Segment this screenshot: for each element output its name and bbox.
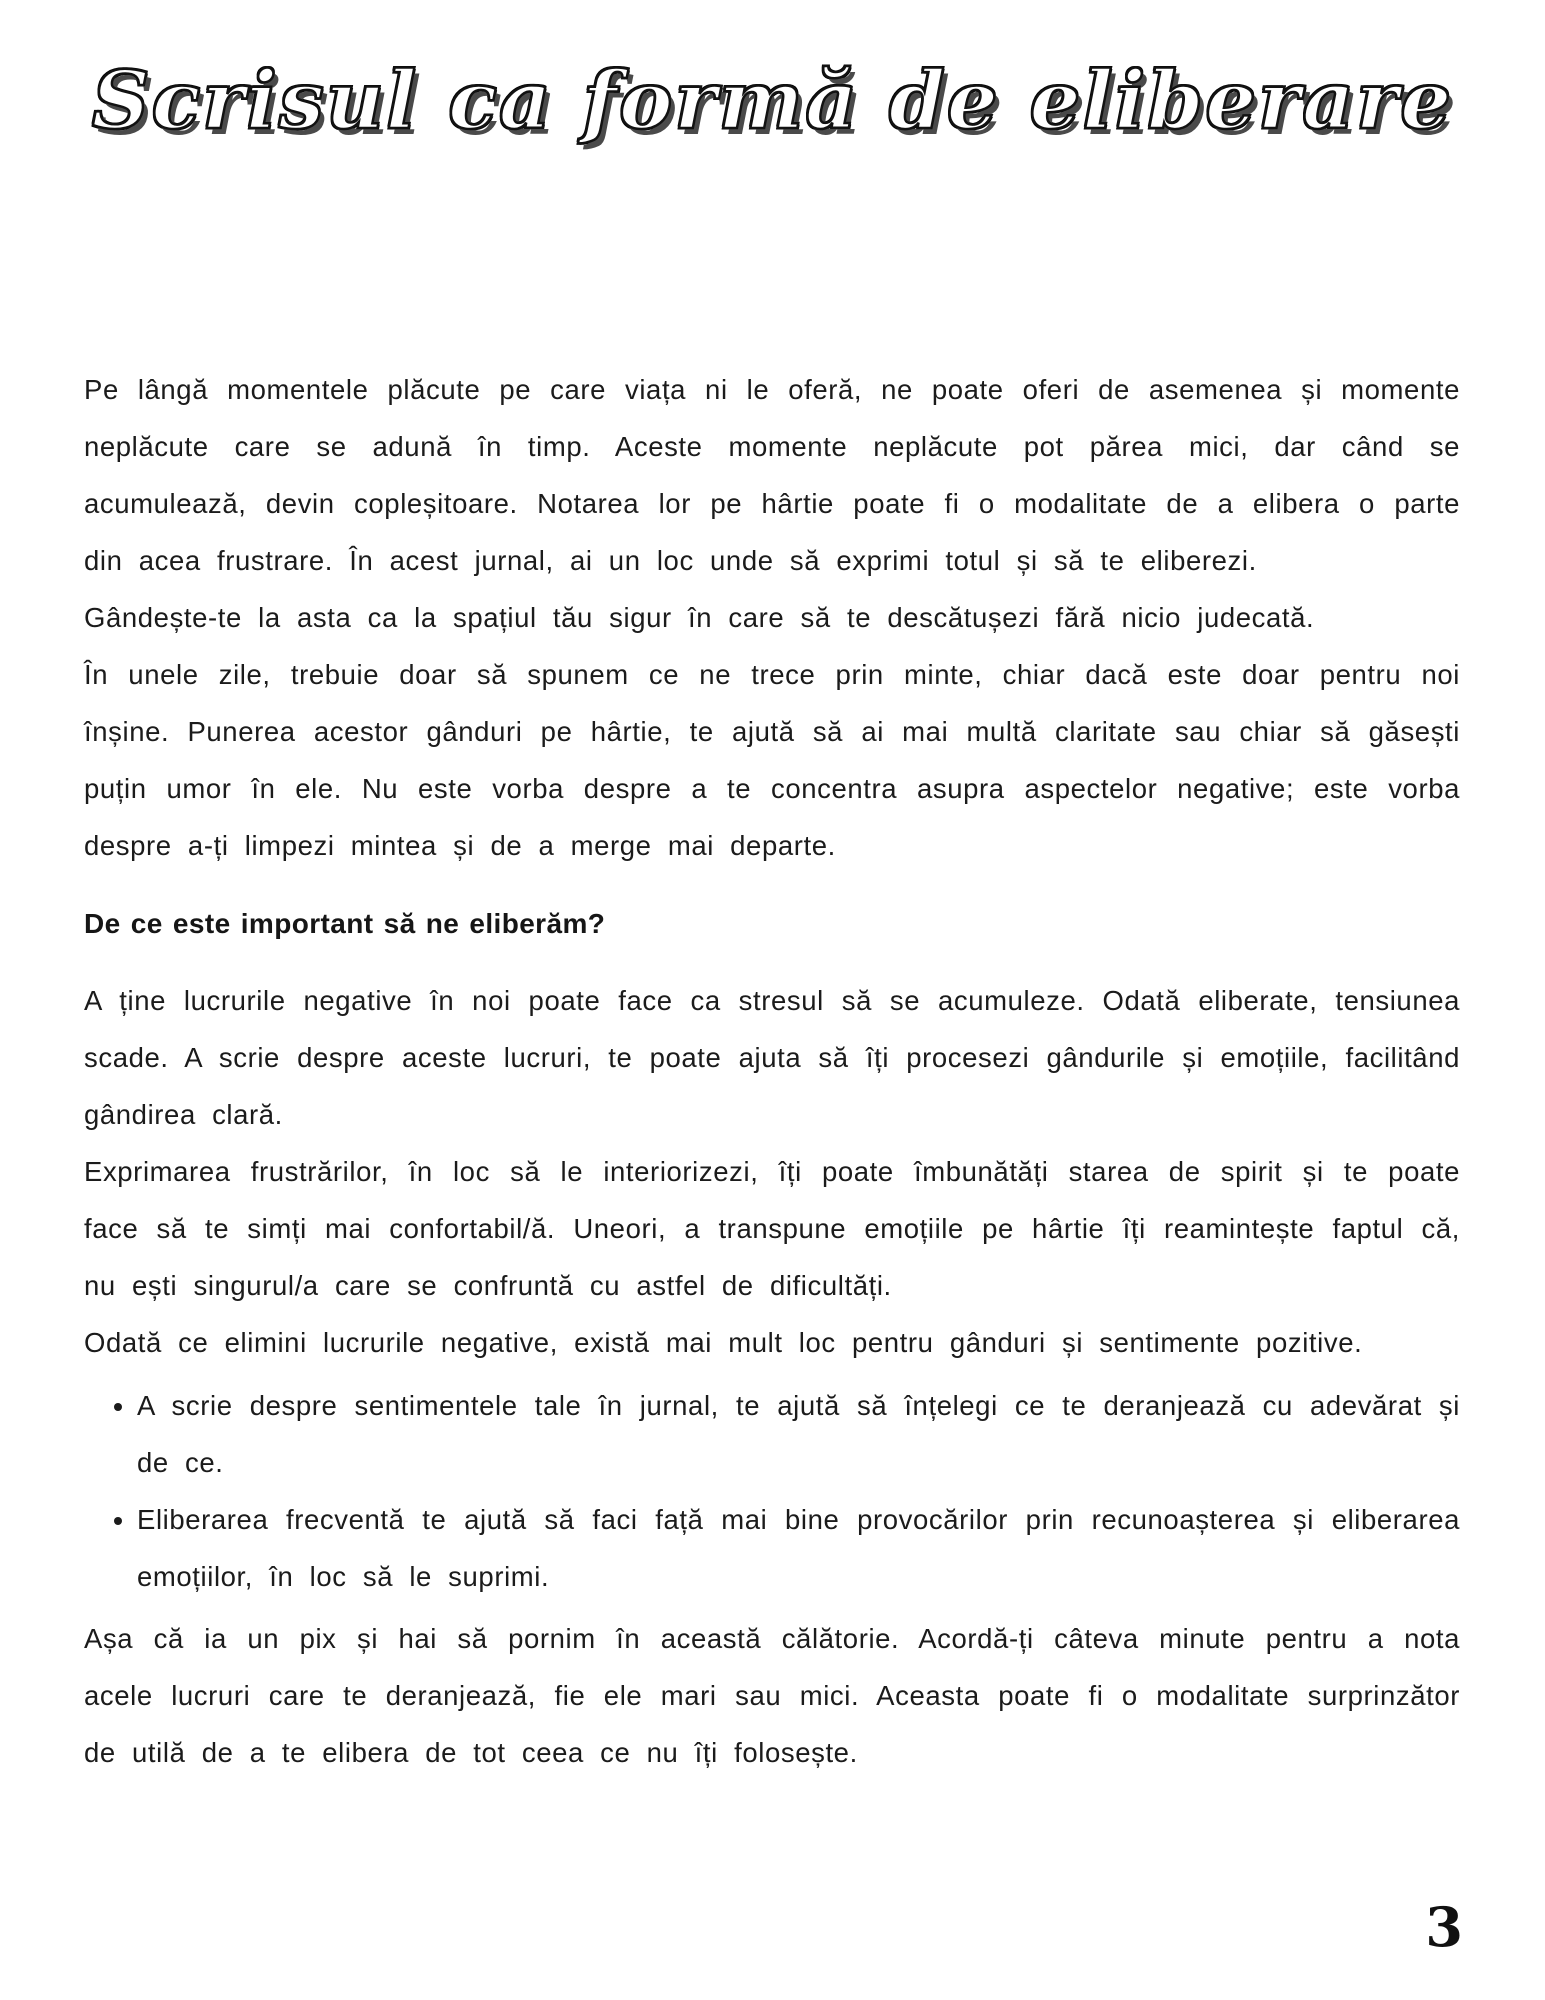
body-text bbox=[84, 361, 1460, 1781]
intro-paragraph-1: Pe lângă momentele plăcute pe care viața ni le oferă, ne poate oferi de asemenea și momente neplăcute care se adună în timp. Aceste momente neplăcute pot părea mici, dar când se acumulează, devin copleșitoare. Notarea lor pe hârtie poate fi o modalitate de a elibera o parte din acea frustrare. În acest jurnal, ai un loc unde să exprimi totul și să te eliberezi. bbox=[84, 374, 1460, 576]
section-paragraph-2: Exprimarea frustrărilor, în loc să le interiorizezi, îți poate îmbunătăți starea de spirit și te poate face să te simți mai confortabil/ă. Uneori, a transpune emoțiile pe hârtie îți reamintește faptul că, nu ești singurul/a care se confruntă cu astfel de dificultăți. bbox=[84, 1156, 1460, 1301]
intro-paragraph-2: Gândește-te la asta ca la spațiul tău sigur în care să te descătușezi fără nicio judecată. bbox=[84, 602, 1315, 633]
list-item: • A scrie despre sentimentele tale în jurnal, te ajută să înțelegi ce te deranjează cu adevărat și de ce. bbox=[137, 1377, 1460, 1491]
closing-paragraph: Așa că ia un pix și hai să pornim în această călătorie. Acordă-ți câteva minute pentru a nota acele lucruri care te deranjează, fie ele mari sau mici. Aceasta poate fi o modalitate surprinzător de utilă de a te elibera de tot ceea ce nu îți folosește. bbox=[84, 1623, 1460, 1768]
section-heading: De ce este important să ne eliberăm? bbox=[84, 908, 606, 939]
list-item: • Eliberarea frecventă te ajută să faci față mai bine provocărilor prin recunoașterea și eliberarea emoțiilor, în loc să le suprimi. bbox=[137, 1491, 1460, 1605]
bullet-list bbox=[84, 1377, 1460, 1605]
section-paragraph-1: A ține lucrurile negative în noi poate face ca stresul să se acumuleze. Odată eliberate, tensiunea scade. A scrie despre aceste lucruri, te poate ajuta să îți procesezi gândurile și emoțiile, facilitând gândirea clară. bbox=[84, 985, 1460, 1130]
intro-paragraph-3: În unele zile, trebuie doar să spunem ce ne trece prin minte, chiar dacă este doar pentru noi înșine. Punerea acestor gânduri pe hârtie, te ajută să ai mai multă claritate sau chiar să găsești puțin umor în ele. Nu este vorba despre a te concentra asupra aspectelor negative; este vorba despre a-ți limpezi mintea și de a merge mai departe. bbox=[84, 659, 1460, 861]
section-paragraph-3: Odată ce elimini lucrurile negative, există mai mult loc pentru gânduri și sentimente pozitive. bbox=[84, 1327, 1363, 1358]
page-number: 3 bbox=[1425, 1895, 1463, 1959]
page-title: Scrisul ca formă de eliberare bbox=[91, 53, 1454, 147]
